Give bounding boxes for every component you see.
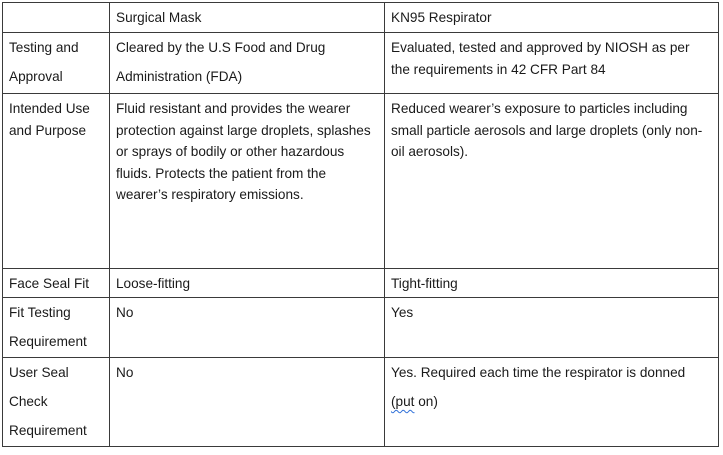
table-row [3,298,719,358]
cell-surgical-face-seal: Loose-fitting [110,269,385,298]
kn95-user-seal-text-end: on) [414,394,438,409]
row-label-face-seal-fit: Face Seal Fit [3,269,110,298]
row-label-testing-approval: Testing and Approval [3,33,110,94]
cell-surgical-testing: Cleared by the U.S Food and Drug Administration (FDA) [110,33,385,94]
cell-surgical-intended-use: Fluid resistant and provides the wearer protection against large droplets, splashes or sprays of bodily or other hazardous fluids. Protects the patient from the wearer’s respiratory emissions. [110,94,385,269]
header-row [3,3,719,33]
kn95-user-seal-text: Yes. Required each time the respirator is donned [391,365,686,380]
cell-kn95-user-seal [385,358,719,447]
row-label-fit-testing: Fit Testing Requirement [3,298,110,358]
row-label-intended-use: Intended Use and Purpose [3,94,110,269]
table-row [3,269,719,298]
table-row [3,358,719,447]
cell-surgical-user-seal: No [110,358,385,447]
spellcheck-underlined-word: (put [391,394,415,409]
header-cell-surgical-mask: Surgical Mask [110,3,385,33]
cell-kn95-intended-use: Reduced wearer’s exposure to particles including small particle aerosols and large droplets (only non-oil aerosols). [385,94,719,269]
table-row [3,94,719,269]
cell-kn95-fit-testing: Yes [385,298,719,358]
cell-surgical-fit-testing: No [110,298,385,358]
cell-kn95-face-seal: Tight-fitting [385,269,719,298]
header-cell-kn95-respirator: KN95 Respirator [385,3,719,33]
table-row [3,33,719,94]
cell-kn95-testing: Evaluated, tested and approved by NIOSH as per the requirements in 42 CFR Part 84 [385,33,719,94]
header-cell-empty [3,3,110,33]
comparison-table [2,2,719,447]
row-label-user-seal-check: User Seal Check Requirement [3,358,110,447]
